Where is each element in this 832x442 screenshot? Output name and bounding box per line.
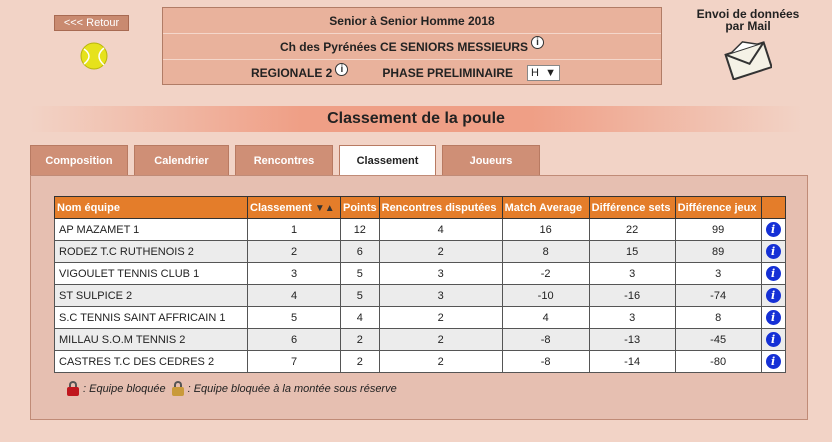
- col-points[interactable]: Points: [341, 197, 380, 219]
- phase-label: PHASE PRELIMINAIRE: [382, 66, 514, 80]
- back-button[interactable]: <<< Retour: [54, 15, 129, 31]
- page-title: Classement de la poule: [30, 106, 802, 132]
- gold-lock-icon: [172, 381, 184, 396]
- poule-select[interactable]: H ▼: [527, 65, 560, 81]
- col-match-average[interactable]: Match Average: [502, 197, 589, 219]
- col-info: [761, 197, 785, 219]
- tab-calendrier[interactable]: Calendrier: [134, 145, 229, 175]
- table-row: MILLAU S.O.M TENNIS 2 6 2 2 -8 -13 -45 i: [55, 329, 786, 351]
- col-played[interactable]: Rencontres disputées: [379, 197, 502, 219]
- division-info-icon[interactable]: i: [335, 63, 348, 76]
- team-info-icon[interactable]: i: [766, 222, 781, 237]
- team-info-icon[interactable]: i: [766, 332, 781, 347]
- envelope-icon[interactable]: [724, 38, 772, 80]
- col-ranking[interactable]: Classement ▼▲: [248, 197, 341, 219]
- tab-joueurs[interactable]: Joueurs: [442, 145, 540, 175]
- ranking-table: [54, 196, 786, 373]
- ranking-panel: [30, 175, 808, 420]
- red-lock-icon: [67, 381, 79, 396]
- table-row: ST SULPICE 2 4 5 3 -10 -16 -74 i: [55, 285, 786, 307]
- tab-classement[interactable]: Classement: [339, 145, 436, 176]
- championship-info-icon[interactable]: i: [531, 36, 544, 49]
- table-row: CASTRES T.C DES CEDRES 2 7 2 2 -8 -14 -80 i: [55, 351, 786, 373]
- sort-icon[interactable]: ▼▲: [314, 202, 335, 214]
- team-info-icon[interactable]: i: [766, 310, 781, 325]
- mail-export[interactable]: Envoi de données par Mail: [696, 7, 800, 33]
- team-info-icon[interactable]: i: [766, 288, 781, 303]
- team-info-icon[interactable]: i: [766, 266, 781, 281]
- legend: : Equipe bloquée : Equipe bloquée à la montée sous réserve: [67, 381, 397, 396]
- tab-composition[interactable]: Composition: [30, 145, 128, 175]
- table-row: S.C TENNIS SAINT AFFRICAIN 1 5 4 2 4 3 8 i: [55, 307, 786, 329]
- tennis-ball-icon: [80, 42, 108, 70]
- table-row: VIGOULET TENNIS CLUB 1 3 5 3 -2 3 3 i: [55, 263, 786, 285]
- col-team-name[interactable]: Nom équipe: [55, 197, 248, 219]
- competition-category: Senior à Senior Homme 2018: [163, 8, 661, 34]
- chevron-down-icon: ▼: [545, 67, 557, 79]
- division-label: REGIONALE 2: [251, 66, 333, 80]
- col-diff-games[interactable]: Différence jeux: [675, 197, 761, 219]
- championship-name: Ch des Pyrénées CE SENIORS MESSIEURS: [279, 39, 529, 54]
- team-info-icon[interactable]: i: [766, 244, 781, 259]
- table-row: RODEZ T.C RUTHENOIS 2 2 6 2 8 15 89 i: [55, 241, 786, 263]
- col-diff-sets[interactable]: Différence sets: [589, 197, 675, 219]
- tab-rencontres[interactable]: Rencontres: [235, 145, 333, 175]
- table-row: AP MAZAMET 1 1 12 4 16 22 99 i: [55, 219, 786, 241]
- competition-info: [162, 7, 662, 85]
- tab-bar: [30, 145, 546, 175]
- team-info-icon[interactable]: i: [766, 354, 781, 369]
